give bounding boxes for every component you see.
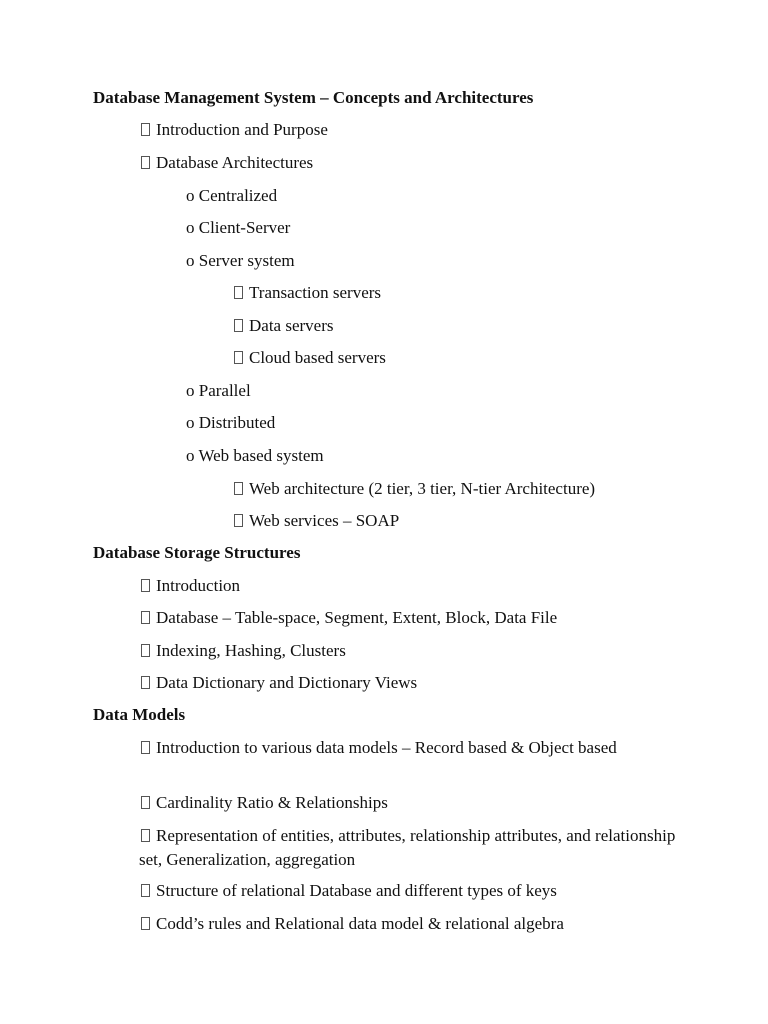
list-item-text: Web architecture (2 tier, 3 tier, N-tier Architecture) [249,479,596,498]
list-item [141,607,557,629]
list-item [141,672,417,694]
list-item [141,575,240,597]
list-item-text: Cardinality Ratio & Relationships [156,793,388,812]
bullet-o: o [186,251,195,270]
bullet-box-icon [141,156,150,169]
list-item-text: Introduction [156,576,241,595]
list-item-text: Indexing, Hashing, Clusters [156,641,346,660]
bullet-box-icon [141,917,150,930]
list-item [234,510,399,532]
bullet-box-icon [234,482,243,495]
list-item [141,792,388,814]
list-item-text: Data Dictionary and Dictionary Views [156,673,418,692]
list-item [141,913,564,935]
list-item-text: Introduction and Purpose [156,120,328,139]
list-item [186,380,251,402]
list-item [186,412,275,434]
list-item [186,185,277,207]
list-item [141,640,346,662]
list-item-text: Client-Server [198,218,291,237]
list-item [141,880,557,902]
list-item [186,250,295,272]
list-item-text: Database – Table-space, Segment, Extent, Block, Data File [156,608,558,627]
bullet-box-icon [141,741,150,754]
list-item-text: Web based system [198,446,324,465]
bullet-box-icon [234,319,243,332]
list-item [186,217,290,239]
bullet-box-icon [234,514,243,527]
bullet-box-icon [234,286,243,299]
list-item-text: Data servers [249,316,334,335]
section-heading: Data Models [93,705,186,724]
bullet-box-icon [141,579,150,592]
bullet-o: o [186,186,195,205]
list-item-text: Database Architectures [156,153,314,172]
list-item-text: Cloud based servers [249,348,386,367]
bullet-box-icon [141,611,150,624]
list-item-text: Introduction to various data models – Record based & Object based [156,738,617,757]
bullet-box-icon [141,644,150,657]
list-item-text: Centralized [198,186,278,205]
bullet-box-icon [141,829,150,842]
list-item [234,315,334,337]
list-item-text: Distributed [198,413,276,432]
list-item-text: Structure of relational Database and different types of keys [156,881,557,900]
bullet-box-icon [234,351,243,364]
list-item-text: Web services – SOAP [249,511,400,530]
bullet-o: o [186,218,195,237]
list-item [234,347,386,369]
list-item-text: Parallel [198,381,251,400]
list-item [139,824,684,871]
section-heading: Database Storage Structures [93,543,301,562]
list-item-text: Representation of entities, attributes, relationship attributes, and relationship set, Generalization, aggregation [139,826,676,869]
bullet-o: o [186,413,195,432]
list-item [186,445,324,467]
list-item [141,119,328,141]
bullet-box-icon [141,123,150,136]
bullet-o: o [186,446,195,465]
list-item-text: Transaction servers [249,283,382,302]
list-item [234,478,595,500]
bullet-o: o [186,381,195,400]
list-item-text: Server system [198,251,295,270]
list-item [234,282,381,304]
bullet-box-icon [141,796,150,809]
bullet-box-icon [141,676,150,689]
bullet-box-icon [141,884,150,897]
list-item [139,736,669,760]
section-heading: Database Management System – Concepts and Architectures [93,88,534,107]
list-item [141,152,313,174]
list-item-text: Codd’s rules and Relational data model & relational algebra [156,914,564,933]
